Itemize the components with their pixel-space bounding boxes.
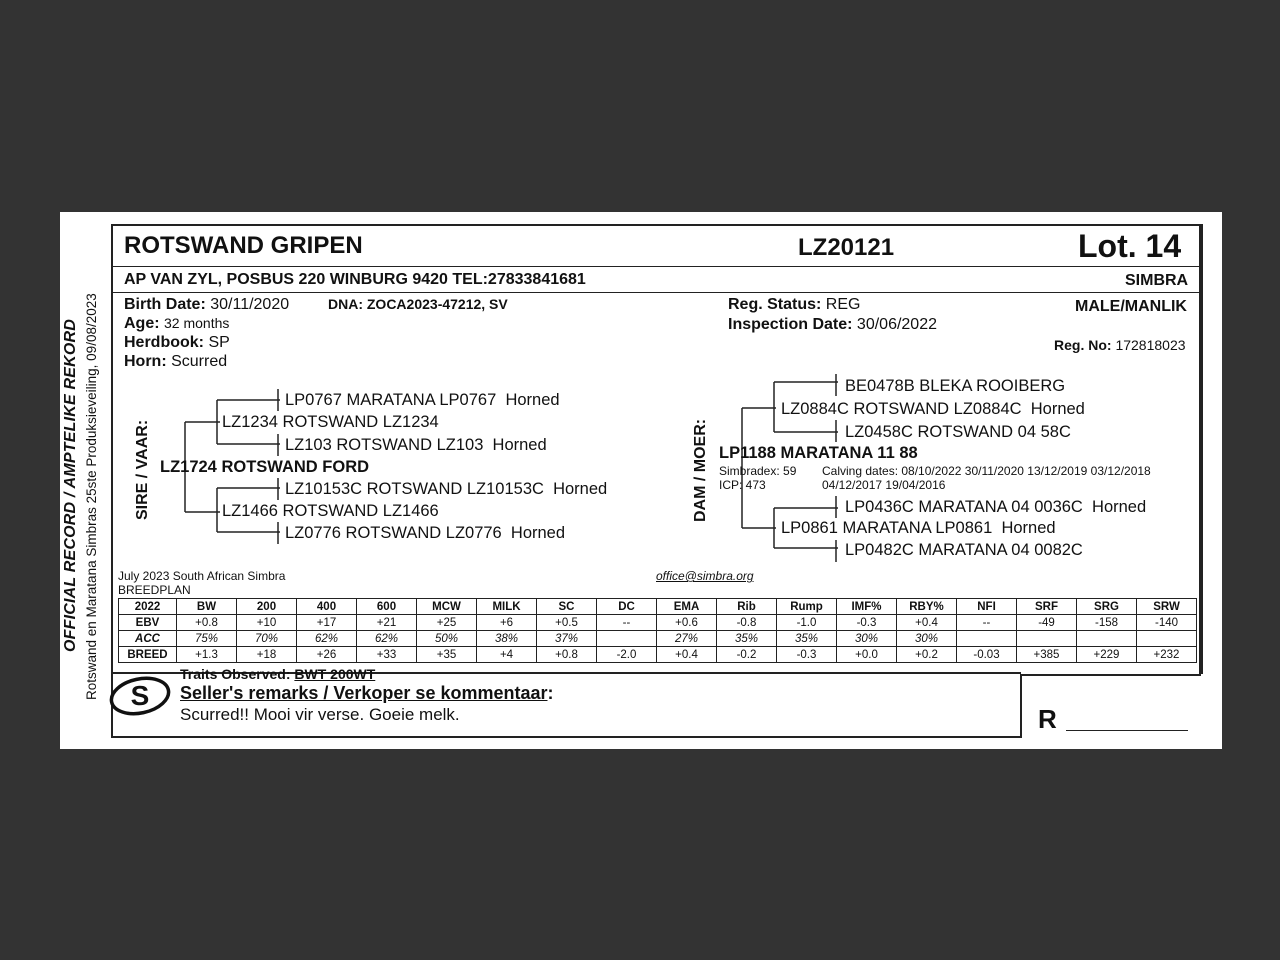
breedplan-label: BREEDPLAN (118, 583, 191, 597)
ebv-cell (1137, 631, 1197, 647)
dam-dam-sire: LP0436C MARATANA 04 0036C Horned (845, 498, 1147, 516)
calving-dates-2: 04/12/2017 19/04/2016 (822, 478, 946, 492)
sire-dam-dam: LZ0776 ROTSWAND LZ0776 Horned (285, 524, 566, 542)
ebv-cell: SRW (1137, 599, 1197, 615)
ebv-cell: EMA (657, 599, 717, 615)
dam-sire: LZ0884C ROTSWAND LZ0884C Horned (781, 400, 1085, 418)
reg-no: Reg. No: 172818023 (1054, 337, 1186, 353)
inspection-date: Inspection Date: 30/06/2022 (728, 316, 937, 333)
breed: SIMBRA (1125, 272, 1189, 289)
svg-text:S: S (130, 680, 150, 711)
ebv-cell: -- (597, 615, 657, 631)
ebv-header-row (119, 599, 1197, 615)
ebv-cell: +229 (1077, 647, 1137, 663)
ebv-cell: +17 (297, 615, 357, 631)
ebv-cell: -0.2 (717, 647, 777, 663)
ebv-cell: 75% (177, 631, 237, 647)
ebv-cell: -- (957, 615, 1017, 631)
ebv-row-breed (119, 647, 1197, 663)
dam-sire-dam: LZ0458C ROTSWAND 04 58C (845, 423, 1071, 441)
ebv-cell: MCW (417, 599, 477, 615)
calving-dates: Calving dates: 08/10/2022 30/11/2020 13/12/2019 03/12/2018 (822, 464, 1151, 478)
ebv-cell: ACC (119, 631, 177, 647)
simbradex: Simbradex: 59 (719, 464, 797, 478)
ebv-row-acc (119, 631, 1197, 647)
ebv-cell: -0.3 (837, 615, 897, 631)
ebv-cell: 62% (357, 631, 417, 647)
lot-card (60, 212, 1222, 749)
ebv-cell: +0.8 (177, 615, 237, 631)
age: Age: 32 months (124, 315, 230, 332)
ebv-cell: 62% (297, 631, 357, 647)
sire-dam: LZ1466 ROTSWAND LZ1466 (222, 502, 439, 520)
dna: DNA: ZOCA2023-47212, SV (328, 296, 508, 312)
ebv-cell: +385 (1017, 647, 1077, 663)
ebv-cell: SRG (1077, 599, 1137, 615)
sire-name: LZ1724 ROTSWAND FORD (160, 458, 370, 476)
ebv-cell: +0.6 (657, 615, 717, 631)
ebv-cell: IMF% (837, 599, 897, 615)
ebv-cell: RBY% (897, 599, 957, 615)
ebv-cell: 38% (477, 631, 537, 647)
dam-name: LP1188 MARATANA 11 88 (719, 444, 918, 462)
ebv-cell: 400 (297, 599, 357, 615)
ebv-cell: SC (537, 599, 597, 615)
ebv-cell: +0.4 (897, 615, 957, 631)
ebv-cell: 70% (237, 631, 297, 647)
ebv-cell: EBV (119, 615, 177, 631)
sire-dam-sire: LZ10153C ROTSWAND LZ10153C Horned (285, 480, 608, 498)
ebv-cell: 2022 (119, 599, 177, 615)
ebv-cell: +10 (237, 615, 297, 631)
ebv-caption: July 2023 South African Simbra (118, 569, 286, 583)
ebv-cell: +18 (237, 647, 297, 663)
ebv-cell: -0.3 (777, 647, 837, 663)
sire-label: SIRE / VAAR: (134, 419, 151, 520)
ebv-cell: SRF (1017, 599, 1077, 615)
dam-dam-dam: LP0482C MARATANA 04 0082C (845, 541, 1083, 559)
ebv-cell: -0.8 (717, 615, 777, 631)
ebv-cell: Rib (717, 599, 777, 615)
ebv-cell: +0.0 (837, 647, 897, 663)
herdbook: Herdbook: SP (124, 334, 230, 351)
ebv-cell: +6 (477, 615, 537, 631)
ebv-cell (1077, 631, 1137, 647)
ebv-cell: DC (597, 599, 657, 615)
ebv-cell: Rump (777, 599, 837, 615)
ebv-cell: 50% (417, 631, 477, 647)
ebv-cell: +4 (477, 647, 537, 663)
ebv-cell: +33 (357, 647, 417, 663)
ebv-cell: 200 (237, 599, 297, 615)
animal-id: LZ20121 (798, 234, 895, 261)
horn: Horn: Scurred (124, 353, 228, 370)
ebv-cell: +25 (417, 615, 477, 631)
official-record-label: OFFICIAL RECORD / AMPTELIKE REKORD (62, 318, 79, 652)
sire-sire-sire: LP0767 MARATANA LP0767 Horned (285, 391, 560, 409)
ebv-cell: +232 (1137, 647, 1197, 663)
ebv-cell: +21 (357, 615, 417, 631)
dam-dam: LP0861 MARATANA LP0861 Horned (781, 519, 1056, 537)
ebv-cell: -0.03 (957, 647, 1017, 663)
ebv-cell: 30% (897, 631, 957, 647)
ebv-cell: -49 (1017, 615, 1077, 631)
ebv-cell (957, 631, 1017, 647)
ebv-cell (597, 631, 657, 647)
animal-name: ROTSWAND GRIPEN (124, 232, 363, 259)
dam-sire-sire: BE0478B BLEKA ROOIBERG (845, 377, 1066, 395)
ebv-row-ebv (119, 615, 1197, 631)
ebv-cell: 27% (657, 631, 717, 647)
dam-label: DAM / MOER: (692, 418, 709, 522)
ebv-cell: -140 (1137, 615, 1197, 631)
traits-observed: Traits Observed: BWT 200WT (180, 666, 376, 682)
reg-status: Reg. Status: REG (728, 296, 861, 313)
ebv-cell: 30% (837, 631, 897, 647)
ebv-cell (1017, 631, 1077, 647)
ebv-cell: +26 (297, 647, 357, 663)
sire-sire-dam: LZ103 ROTSWAND LZ103 Horned (285, 436, 547, 454)
ebv-cell: -1.0 (777, 615, 837, 631)
ebv-cell: 37% (537, 631, 597, 647)
owner-line: AP VAN ZYL, POSBUS 220 WINBURG 9420 TEL:27833841681 (124, 271, 586, 288)
lot-number: Lot. 14 (1078, 228, 1182, 264)
office-email[interactable]: office@simbra.org (656, 569, 754, 583)
ebv-cell: +0.5 (537, 615, 597, 631)
ebv-cell: -158 (1077, 615, 1137, 631)
remarks-heading: Seller's remarks / Verkoper se kommentaar: (180, 683, 554, 703)
ebv-cell: +35 (417, 647, 477, 663)
ebv-cell: +0.4 (657, 647, 717, 663)
ebv-cell: 600 (357, 599, 417, 615)
auction-label: Rotswand en Maratana Simbras 25ste Produksieveiling, 09/08/2023 (84, 293, 99, 700)
ebv-cell: 35% (717, 631, 777, 647)
ebv-cell: BW (177, 599, 237, 615)
ebv-cell: -2.0 (597, 647, 657, 663)
remarks-text: Scurred!! Mooi vir verse. Goeie melk. (180, 705, 460, 724)
icp: ICP: 473 (719, 478, 766, 492)
ebv-cell: +1.3 (177, 647, 237, 663)
price-line[interactable] (1066, 730, 1188, 731)
simbra-logo (106, 674, 176, 718)
sex: MALE/MANLIK (1075, 298, 1187, 315)
ebv-cell: MILK (477, 599, 537, 615)
ebv-cell: NFI (957, 599, 1017, 615)
ebv-cell: 35% (777, 631, 837, 647)
price-label: R (1038, 704, 1057, 734)
birth-date: Birth Date: 30/11/2020 (124, 296, 290, 313)
ebv-cell: +0.8 (537, 647, 597, 663)
sire-sire: LZ1234 ROTSWAND LZ1234 (222, 413, 439, 431)
ebv-cell: +0.2 (897, 647, 957, 663)
ebv-cell: BREED (119, 647, 177, 663)
ebv-table (118, 598, 1197, 663)
